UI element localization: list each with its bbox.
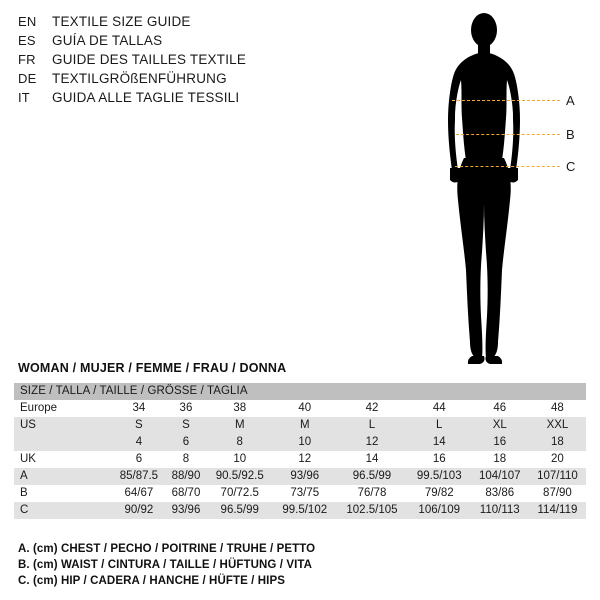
table-row (14, 502, 586, 519)
cell: M (299, 419, 310, 431)
cell: 6 (135, 453, 143, 465)
cell: 18 (493, 453, 507, 465)
cell: 106/109 (418, 504, 460, 516)
table-header-label: SIZE / TALLA / TAILLE / GRÖSSE / TAGLIA (20, 385, 248, 397)
cell: 20 (551, 453, 564, 465)
language-code-fr: FR (18, 52, 36, 67)
cell: 70/72.5 (220, 487, 259, 499)
cell: 44 (432, 402, 446, 414)
cell: 48 (551, 402, 564, 414)
cell: 83/86 (485, 487, 515, 499)
cell: 34 (132, 402, 146, 414)
language-row-es (18, 33, 318, 52)
cell: XXL (546, 419, 569, 431)
language-row-de (18, 71, 318, 90)
cell: 96.5/99 (352, 470, 392, 482)
cell: 64/67 (124, 487, 154, 499)
chest-measure-line (452, 100, 560, 101)
cell: 107/110 (537, 470, 578, 482)
language-text-de: TEXTILGRÖßENFÜHRUNG (52, 71, 227, 86)
table-row (14, 434, 586, 451)
table-row (14, 451, 586, 468)
row-label: US (20, 419, 36, 431)
language-code-en: EN (18, 14, 37, 29)
row-label (14, 434, 112, 451)
row-label: B (20, 487, 28, 499)
row-label: UK (20, 453, 36, 465)
chest-marker-label: A (566, 93, 575, 108)
language-text-es: GUÍA DE TALLAS (52, 33, 163, 48)
cell: 76/78 (357, 487, 387, 499)
cell: 99.5/102 (282, 504, 328, 516)
row-label: C (20, 504, 29, 516)
cell: 6 (182, 436, 190, 448)
cell: 79/82 (424, 487, 454, 499)
cell: 87/90 (543, 487, 572, 499)
cell: 8 (182, 453, 190, 465)
cell: 16 (432, 453, 446, 465)
cell: 90/92 (124, 504, 154, 516)
cell: 8 (236, 436, 243, 448)
language-text-fr: GUIDE DES TAILLES TEXTILE (52, 52, 247, 67)
table-row (14, 400, 586, 417)
table-header-row (14, 383, 586, 400)
cell: 110/113 (479, 504, 520, 516)
waist-measure-line (456, 134, 560, 135)
cell: 12 (365, 436, 379, 448)
cell: 46 (493, 402, 507, 414)
language-code-de: DE (18, 71, 37, 86)
cell: 14 (432, 436, 446, 448)
cell: L (368, 419, 376, 431)
language-code-es: ES (18, 33, 36, 48)
cell: L (436, 419, 443, 431)
cell: 68/70 (171, 487, 201, 499)
cell: 10 (298, 436, 312, 448)
cell: 96.5/99 (220, 504, 259, 516)
waist-marker-label: B (566, 127, 575, 142)
cell: 42 (365, 402, 379, 414)
cell: 36 (179, 402, 193, 414)
cell: 102.5/105 (346, 504, 398, 516)
hip-measure-line (455, 166, 560, 167)
size-table (14, 383, 586, 519)
cell: 40 (298, 402, 312, 414)
cell: 85/87.5 (119, 470, 159, 482)
cell: 114/119 (537, 504, 578, 516)
row-label: Europe (20, 402, 58, 414)
legend-row-chest: A. (cm) CHEST / PECHO / POITRINE / TRUHE / PETTO (18, 543, 316, 555)
measurement-legend (18, 541, 578, 589)
cell: S (182, 419, 190, 431)
female-silhouette-icon (400, 8, 600, 378)
table-row (14, 417, 586, 434)
cell: 93/96 (171, 504, 201, 516)
cell: 12 (298, 453, 312, 465)
cell: 14 (365, 453, 379, 465)
cell: 90.5/92.5 (215, 470, 264, 482)
legend-row-hip: C. (cm) HIP / CADERA / HANCHE / HÜFTE / HIPS (18, 575, 286, 587)
section-title: WOMAN / MUJER / FEMME / FRAU / DONNA (18, 361, 287, 375)
cell: 73/75 (290, 487, 320, 499)
language-text-en: TEXTILE SIZE GUIDE (52, 14, 191, 29)
table-row (14, 468, 586, 485)
legend-row-waist: B. (cm) WAIST / CINTURA / TAILLE / HÜFTUNG / VITA (18, 559, 313, 571)
hip-marker-label: C (566, 159, 576, 174)
language-row-it (18, 90, 318, 109)
language-row-fr (18, 52, 318, 71)
cell: 93/96 (290, 470, 320, 482)
cell: 99.5/103 (416, 470, 462, 482)
cell: 88/90 (171, 470, 201, 482)
body-figure (400, 8, 600, 378)
cell: M (234, 419, 245, 431)
language-list (18, 14, 318, 109)
cell: 18 (551, 436, 564, 448)
cell: 4 (135, 436, 143, 448)
cell: 38 (233, 402, 247, 414)
language-text-it: GUIDA ALLE TAGLIE TESSILI (52, 90, 240, 105)
language-code-it: IT (18, 90, 30, 105)
cell: S (135, 419, 143, 431)
row-label: A (20, 470, 28, 482)
table-row (14, 485, 586, 502)
cell: XL (492, 419, 507, 431)
cell: 16 (493, 436, 507, 448)
cell: 10 (233, 453, 247, 465)
language-row-en (18, 14, 318, 33)
cell: 104/107 (478, 470, 521, 482)
